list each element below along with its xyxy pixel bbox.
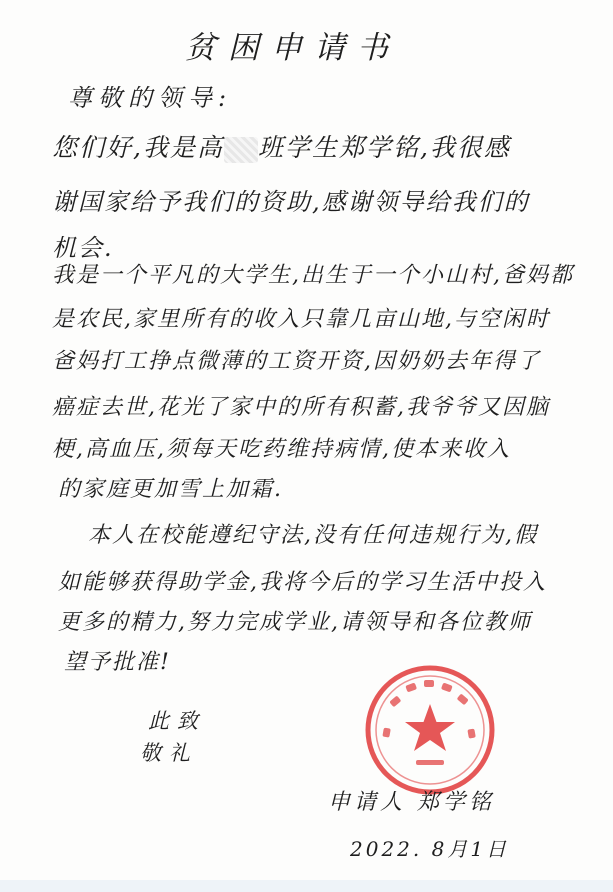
body-line-4: 我是一个平凡的大学生,出生于一个小山村,爸妈都 [52, 263, 574, 288]
official-seal-stamp [360, 660, 500, 800]
body-line-1-end: 班学生郑学铭,我很感 [257, 133, 511, 162]
body-line-5: 是农民,家里所有的收入只靠几亩山地,与空闲时 [52, 307, 550, 332]
closing-jingli: 敬礼 [140, 741, 198, 765]
body-line-10: 本人在校能遵纪守法,没有任何违规行为,假 [88, 523, 538, 548]
body-line-8: 梗,高血压,须每天吃药维持病情,使本来收入 [52, 437, 511, 462]
redacted-class-number [224, 137, 258, 163]
bottom-strip [0, 880, 613, 892]
body-line-9: 的家庭更加雪上加霜. [58, 477, 283, 502]
body-line-11: 如能够获得助学金,我将今后的学习生活中投入 [58, 570, 547, 595]
body-line-12: 更多的精力,努力完成学业,请领导和各位教师 [58, 610, 532, 635]
salutation: 尊敬的领导: [68, 84, 233, 112]
body-line-3: 机会. [52, 234, 114, 262]
body-line-6: 爸妈打工挣点微薄的工资开资,因奶奶去年得了 [52, 349, 541, 374]
signing-date: 2022. 8月1日 [350, 837, 510, 861]
body-line-1-start: 您们好,我是高 [52, 133, 224, 162]
signer-name: 申请人 郑学铭 [328, 790, 495, 815]
body-line-2: 谢国家给予我们的资助,感谢领导给我们的 [52, 188, 530, 216]
body-line-1 [52, 128, 511, 164]
document-title: 贫困申请书 [185, 30, 400, 66]
body-line-13: 望予批准! [64, 650, 171, 675]
body-line-7: 癌症去世,花光了家中的所有积蓄,我爷爷又因脑 [52, 395, 550, 420]
closing-cizhi: 此致 [148, 709, 206, 733]
seal-star-icon [405, 704, 455, 751]
